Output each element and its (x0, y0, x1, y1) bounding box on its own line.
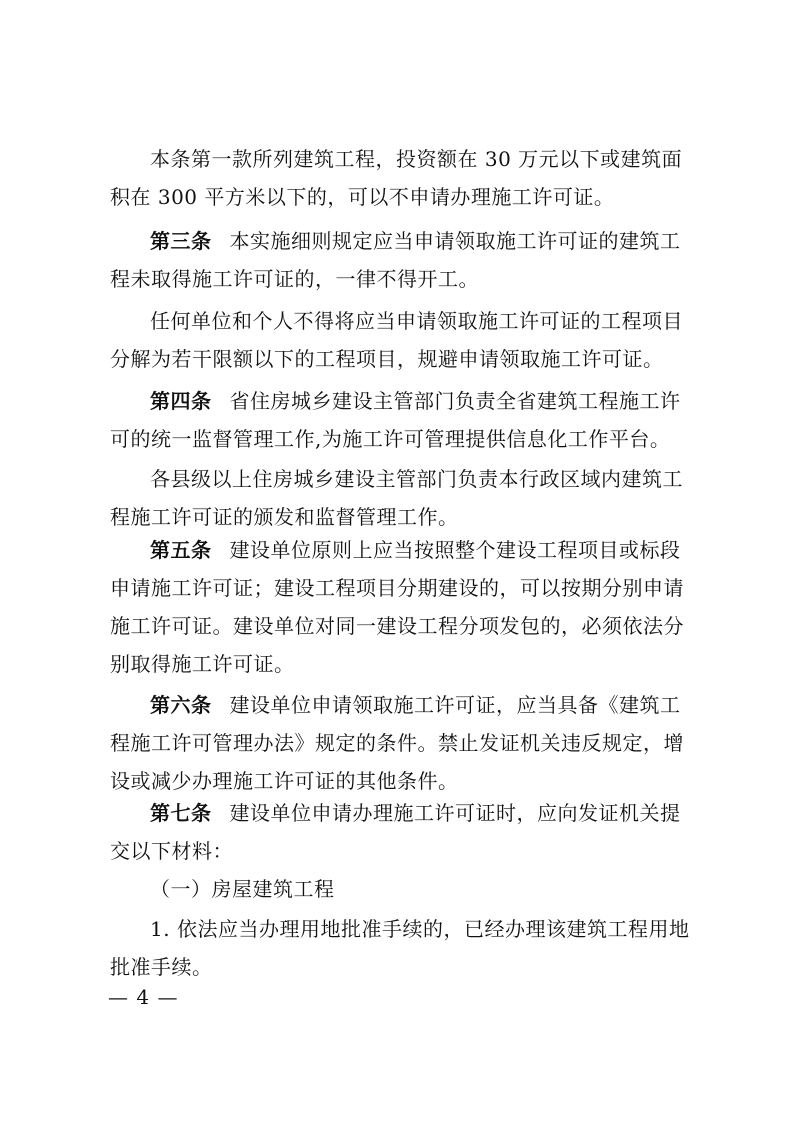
paragraph-article-4-clause-2 (110, 460, 690, 536)
paragraph-article-6 (110, 686, 690, 800)
paragraph-text: 省住房城乡建设主管部门负责全省建筑工程施工许可的统一监督管理工作,为施工许可管理提供信息化工作平台。 (110, 389, 681, 451)
paragraph-text: 1. 依法应当办理用地批准手续的，已经办理该建筑工程用地批准手续。 (110, 917, 690, 979)
paragraph-text: 任何单位和个人不得将应当申请领取施工许可证的工程项目分解为若干限额以下的工程项目，规避申请领取施工许可证。 (110, 309, 683, 371)
paragraph-text: 本实施细则规定应当申请领取施工许可证的建筑工程未取得施工许可证的，一律不得开工。 (110, 229, 681, 291)
article-heading: 第六条 (150, 693, 212, 717)
paragraph-article-4 (110, 382, 690, 458)
paragraph-article-7 (110, 794, 690, 870)
article-heading: 第七条 (150, 801, 212, 825)
paragraph-article-3 (110, 222, 690, 298)
paragraph-text: 建设单位申请办理施工许可证时，应向发证机关提交以下材料： (110, 801, 681, 863)
paragraph-text: （一）房屋建筑工程 (150, 877, 335, 901)
paragraph-text: 建设单位申请领取施工许可证，应当具备《建筑工程施工许可管理办法》规定的条件。禁止发证机关违反规定，增设或减少办理施工许可证的其他条件。 (110, 693, 684, 793)
paragraph-article-3-clause-2 (110, 302, 690, 378)
article-heading: 第三条 (150, 229, 212, 253)
paragraph-text: 各县级以上住房城乡建设主管部门负责本行政区域内建筑工程施工许可证的颁发和监督管理工作。 (110, 467, 683, 529)
page-number: — 4 — (108, 985, 179, 1009)
paragraph-text: 本条第一款所列建筑工程，投资额在 30 万元以下或建筑面积在 300 平方米以下的，可以不申请办理施工许可证。 (110, 147, 683, 209)
paragraph-scope-note (110, 140, 690, 216)
paragraph-article-5 (110, 531, 690, 683)
paragraph-section-heading (110, 870, 690, 908)
paragraph-text: 建设单位原则上应当按照整个建设工程项目或标段申请施工许可证；建设工程项目分期建设的，可以按期分别申请施工许可证。建设单位对同一建设工程分项发包的，必须依法分别取得施工许可证。 (110, 538, 684, 676)
paragraph-item-1 (110, 910, 690, 986)
article-heading: 第四条 (150, 389, 212, 413)
article-heading: 第五条 (150, 538, 212, 562)
